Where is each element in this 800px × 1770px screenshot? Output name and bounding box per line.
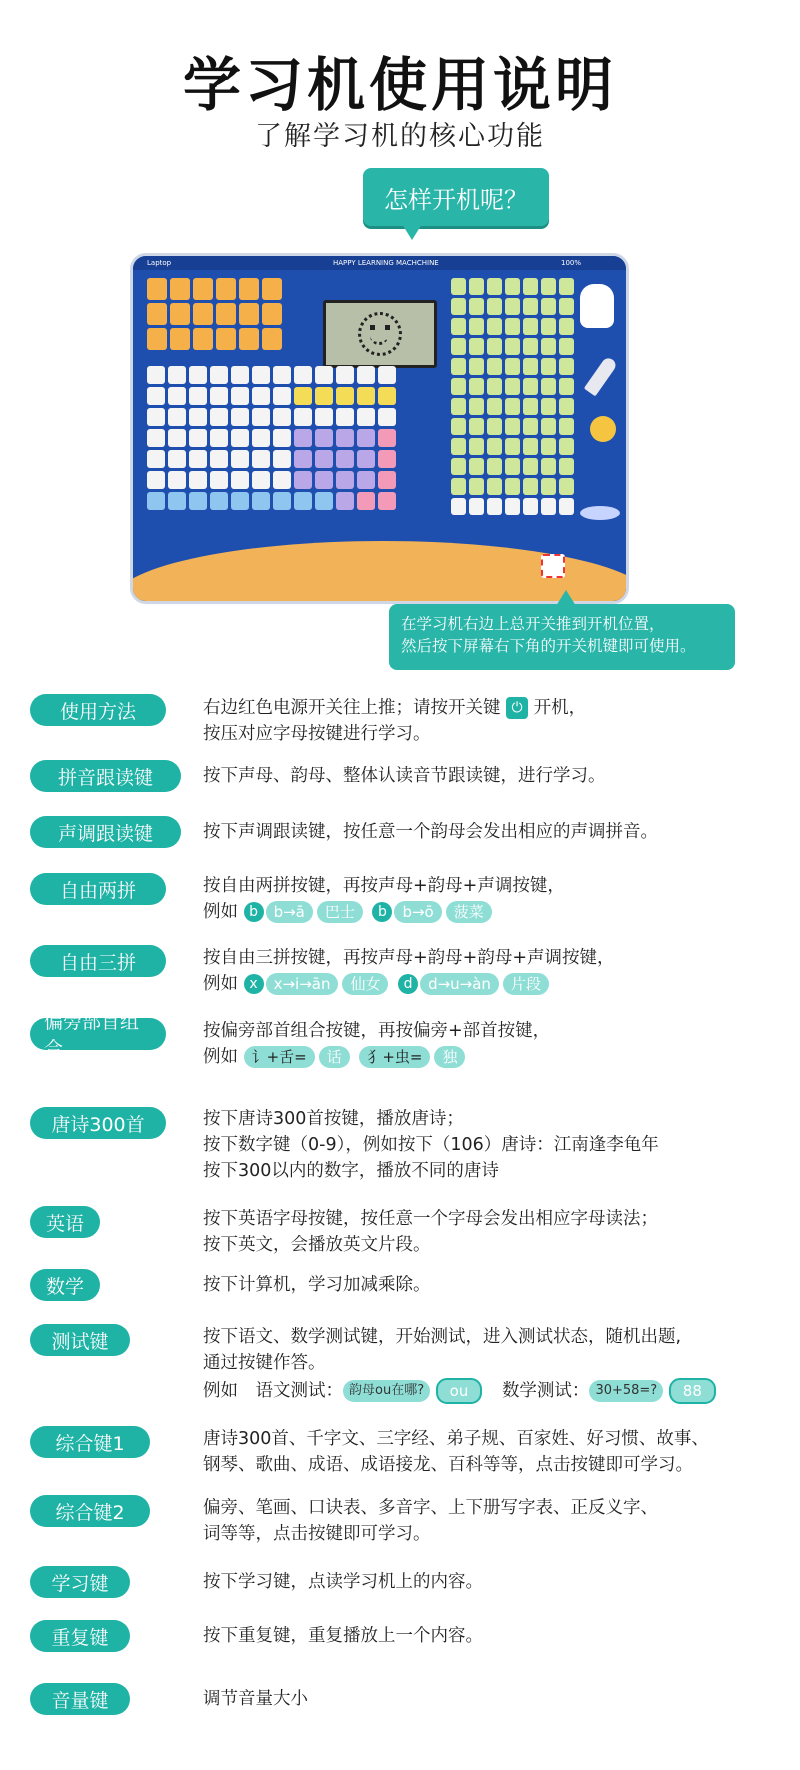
combo1-text-1: 唐诗300首、千字文、三字经、弟子规、百家姓、好习惯、故事、	[203, 1429, 709, 1449]
desc-combo1	[203, 1426, 709, 1478]
three-ex2-formula: d→u→àn	[420, 973, 499, 995]
key[interactable]	[262, 328, 282, 350]
combo2-text-1: 偏旁、笔画、口诀表、多音字、上下册写字表、正反义字、	[203, 1498, 658, 1518]
power-note-line1: 在学习机右边上总开关推到开机位置，	[401, 615, 665, 633]
power-note-line2: 然后按下屏幕右下角的开关机键即可使用。	[401, 637, 696, 655]
test-text-1: 按下语文、数学测试键，开始测试，进入测试状态，随机出题,	[203, 1327, 682, 1347]
question-bubble: 怎样开机呢？	[363, 168, 549, 226]
desc-three	[203, 945, 615, 997]
key[interactable]	[216, 278, 236, 300]
radical-text: 按偏旁部首组合按键，再按偏旁+部首按键，	[203, 1021, 551, 1041]
ufo-decoration	[580, 506, 620, 520]
power-note	[389, 604, 735, 670]
three-ex2-word: 片段	[503, 973, 549, 995]
desc-english	[203, 1206, 658, 1258]
radical-ex2-word: 独	[434, 1046, 465, 1068]
test-question-1: 韵母ou在哪?	[343, 1380, 430, 1402]
desc-repeat: 按下重复键，重复播放上一个内容。	[203, 1626, 483, 1646]
label-english: 英语	[30, 1206, 100, 1238]
desc-combo2	[203, 1495, 658, 1547]
page-title: 学习机使用说明	[182, 51, 617, 119]
label-combo2: 综合键2	[30, 1495, 150, 1527]
usage-text-b: 开机，	[533, 698, 587, 718]
key[interactable]	[147, 303, 167, 325]
smiley-icon	[358, 312, 402, 356]
desc-two	[203, 873, 565, 925]
label-three: 自由三拼	[30, 945, 166, 977]
device-battery: 100%	[561, 259, 582, 267]
two-ex1-formula: b→ā	[266, 901, 313, 923]
moon-decoration	[590, 416, 616, 442]
key[interactable]	[193, 328, 213, 350]
key[interactable]	[147, 278, 167, 300]
radical-ex2: 犭+虫=	[359, 1046, 430, 1068]
key[interactable]	[216, 328, 236, 350]
device-top-bar	[133, 256, 626, 270]
key[interactable]	[262, 278, 282, 300]
desc-math: 按下计算机，学习加减乘除。	[203, 1275, 431, 1295]
power-icon: ⏻	[506, 697, 528, 719]
two-text: 按自由两拼按键，再按声母+韵母+声调按键，	[203, 876, 565, 896]
label-tone: 声调跟读键	[30, 816, 181, 848]
desc-radical	[203, 1018, 550, 1070]
two-ex1-letter: b	[244, 902, 264, 922]
power-button[interactable]	[541, 554, 565, 578]
desc-tone: 按下声调跟读键，按任意一个韵母会发出相应的声调拼音。	[203, 822, 658, 842]
test-question-2: 30+58=?	[589, 1380, 663, 1402]
desc-usage	[203, 695, 586, 747]
key[interactable]	[239, 303, 259, 325]
test-text-2: 通过按键作答。	[203, 1353, 326, 1373]
key[interactable]	[239, 278, 259, 300]
three-example-label: 例如	[203, 974, 238, 994]
learning-machine-image	[130, 253, 629, 604]
key[interactable]	[170, 278, 190, 300]
radical-ex1-word: 话	[319, 1046, 350, 1068]
key[interactable]	[147, 328, 167, 350]
combo1-text-2: 钢琴、歌曲、成语、成语接龙、百科等等，点击按键即可学习。	[203, 1455, 693, 1475]
key[interactable]	[170, 303, 190, 325]
bubble-tail	[402, 224, 422, 240]
label-repeat: 重复键	[30, 1620, 130, 1652]
character-keys	[451, 278, 574, 515]
label-poem: 唐诗300首	[30, 1107, 166, 1139]
rocket-decoration	[584, 356, 618, 397]
poem-text-1: 按下唐诗300首按键，播放唐诗；	[203, 1109, 464, 1129]
test-answer-2: 88	[669, 1378, 716, 1404]
three-ex1-formula: x→i→ān	[266, 973, 339, 995]
three-ex2-letter: d	[398, 974, 418, 994]
poem-text-3: 按下300以内的数字，播放不同的唐诗	[203, 1161, 499, 1181]
desc-poem	[203, 1106, 659, 1184]
key[interactable]	[216, 303, 236, 325]
pinyin-keys	[147, 366, 396, 510]
english-text-2: 按下英文，会播放英文片段。	[203, 1235, 431, 1255]
key[interactable]	[239, 328, 259, 350]
radical-ex1: 讠+舌=	[244, 1046, 315, 1068]
two-ex2-letter: b	[372, 902, 392, 922]
label-math: 数学	[30, 1269, 100, 1301]
three-ex1-word: 仙女	[342, 973, 388, 995]
label-test: 测试键	[30, 1324, 130, 1356]
label-two: 自由两拼	[30, 873, 166, 905]
desc-pinyin: 按下声母、韵母、整体认读音节跟读键，进行学习。	[203, 766, 606, 786]
page-subtitle: 了解学习机的核心功能	[255, 121, 545, 152]
desc-test	[203, 1324, 716, 1404]
desc-study: 按下学习键，点读学习机上的内容。	[203, 1572, 483, 1592]
label-pinyin: 拼音跟读键	[30, 760, 181, 792]
three-ex1-letter: x	[244, 974, 264, 994]
label-combo1: 综合键1	[30, 1426, 150, 1458]
two-ex2-word: 菠菜	[446, 901, 492, 923]
usage-text-2: 按压对应字母按键进行学习。	[203, 724, 431, 744]
label-radical: 偏旁部首组合	[30, 1018, 166, 1050]
desc-volume: 调节音量大小	[203, 1689, 308, 1709]
function-keys	[147, 278, 282, 350]
key[interactable]	[193, 303, 213, 325]
two-ex1-word: 巴士	[317, 901, 363, 923]
three-text: 按自由三拼按键，再按声母+韵母+韵母+声调按键，	[203, 948, 615, 968]
two-ex2-formula: b→ō	[394, 901, 441, 923]
device-screen	[323, 300, 437, 368]
radical-example-label: 例如	[203, 1047, 238, 1067]
test-math-label: 数学测试：	[501, 1381, 590, 1401]
device-model: HAPPY LEARNING MACHCHINE	[333, 259, 439, 267]
poem-text-2: 按下数字键（0-9），例如按下（106）唐诗：江南逢李龟年	[203, 1135, 659, 1155]
label-study: 学习键	[30, 1566, 130, 1598]
device-brand: Laptop	[147, 259, 172, 267]
key[interactable]	[193, 278, 213, 300]
test-answer-1: ou	[436, 1378, 483, 1404]
key[interactable]	[262, 303, 282, 325]
two-example-label: 例如	[203, 902, 238, 922]
combo2-text-2: 词等等，点击按键即可学习。	[203, 1524, 431, 1544]
key[interactable]	[170, 328, 190, 350]
label-usage: 使用方法	[30, 694, 166, 726]
test-example-label: 例如 语文测试：	[203, 1381, 343, 1401]
astronaut-decoration	[580, 284, 614, 328]
english-text-1: 按下英语字母按键，按任意一个字母会发出相应字母读法；	[203, 1209, 658, 1229]
usage-text: 右边红色电源开关往上推；请按开关键	[203, 698, 501, 718]
label-volume: 音量键	[30, 1683, 130, 1715]
